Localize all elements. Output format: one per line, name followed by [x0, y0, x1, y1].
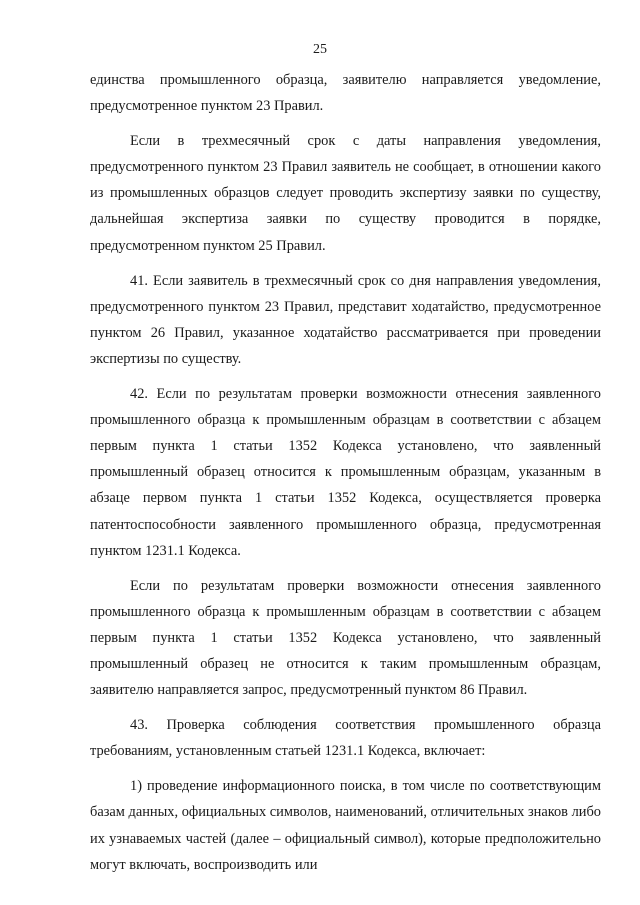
paragraph: Если по результатам проверки возможности отнесения заявленного промышленного образца к промышленным образцам в соответствии с абзацем первым пункта 1 статьи 1352 Кодекса установлено, что заявленный промышленный образец не относится к таким промышленным образцам, заявителю направляется запрос, предусмотренный пунктом 86 Правил. [90, 577, 601, 699]
paragraph-item-43: 43. Проверка соблюдения соответствия промышленного образца требованиям, установленным статьей 1231.1 Кодекса, включает: [90, 717, 601, 760]
page-number: 25 [313, 42, 327, 57]
document-body [90, 67, 601, 878]
paragraph-continuation: единства промышленного образца, заявителю направляется уведомление, предусмотренное пунктом 23 Правил. [90, 72, 601, 115]
paragraph-item-42: 42. Если по результатам проверки возможности отнесения заявленного промышленного образца к промышленным образцам в соответствии с абзацем первым пункта 1 статьи 1352 Кодекса установлено, что заявленный промышленный образец относится к промышленным образцам, указанным в абзаце первом пункта 1 статьи 1352 Кодекса, осуществляется проверка патентоспособности заявленного промышленного образца, предусмотренная пунктом 1231.1 Кодекса. [90, 386, 601, 559]
paragraph: Если в трехмесячный срок с даты направления уведомления, предусмотренного пунктом 23 Правил заявитель не сообщает, в отношении какого из промышленных образцов следует проводить экспертизу заявки по существу, дальнейшая экспертиза заявки по существу проводится в порядке, предусмотренном пунктом 25 Правил. [90, 133, 601, 254]
paragraph-item-41: 41. Если заявитель в трехмесячный срок со дня направления уведомления, предусмотренного пунктом 23 Правил, представит ходатайство, предусмотренное пунктом 26 Правил, указанное ходатайство рассматривается при проведении экспертизы по существу. [90, 272, 601, 367]
paragraph-subitem-1: 1) проведение информационного поиска, в том числе по соответствующим базам данных, официальных символов, наименований, отличительных знаков либо их узнаваемых частей (далее – официальный символ), которые предположительно могут включать, воспроизводить или [90, 778, 601, 873]
